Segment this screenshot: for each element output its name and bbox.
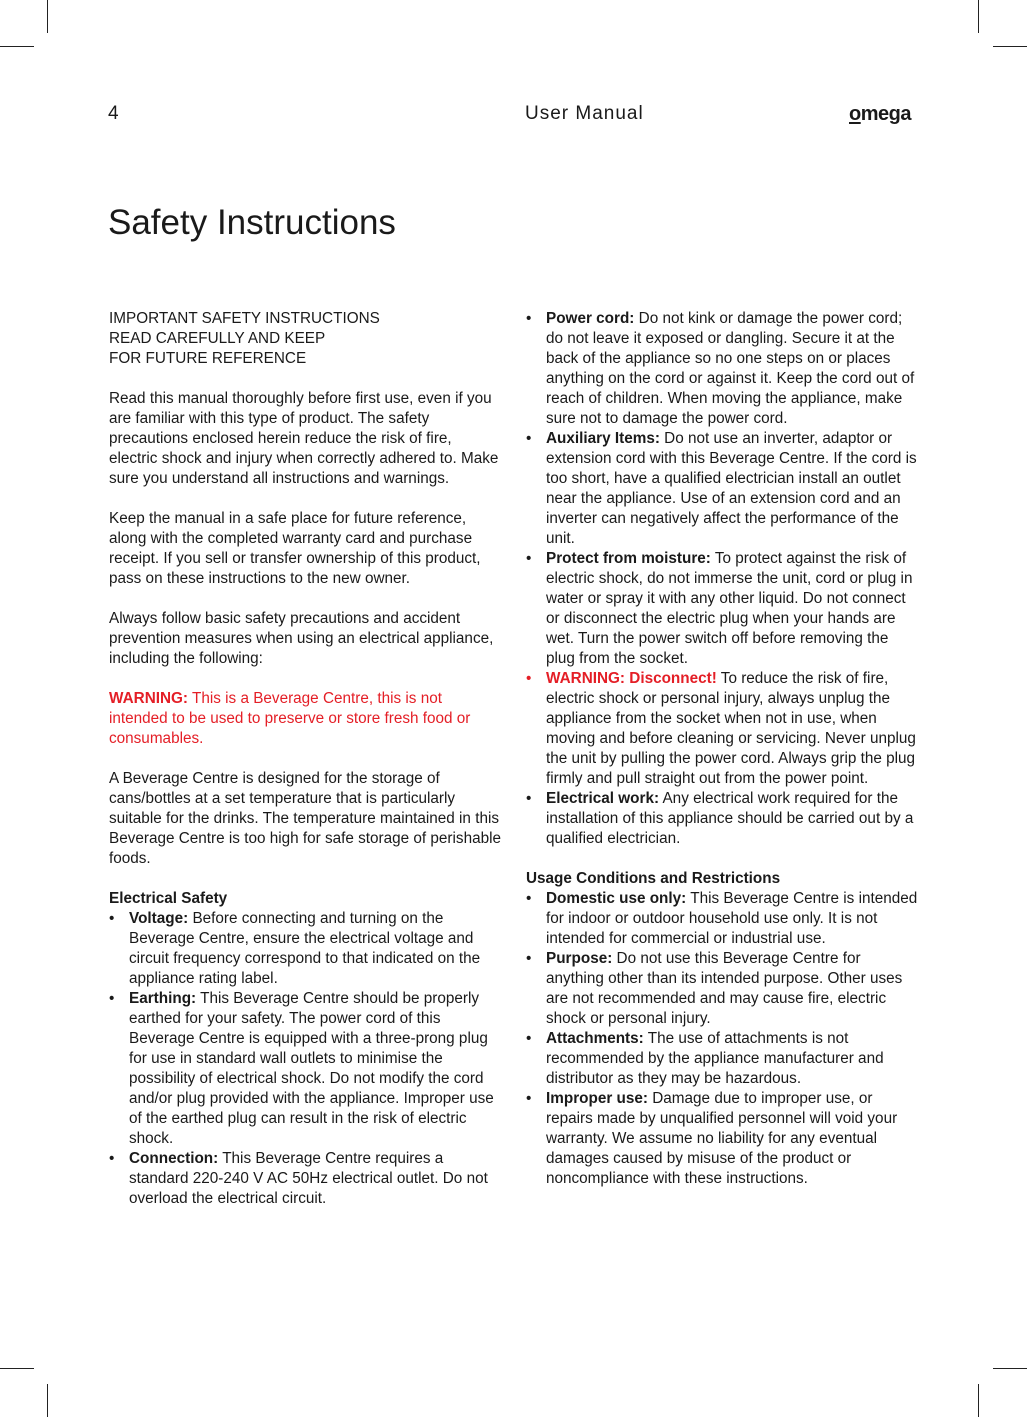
crop-mark bbox=[47, 1384, 48, 1417]
intro-heading-line: IMPORTANT SAFETY INSTRUCTIONS bbox=[109, 310, 380, 327]
list-item-voltage bbox=[109, 909, 504, 989]
intro-heading-line: READ CAREFULLY AND KEEP bbox=[109, 330, 326, 347]
list-item-purpose bbox=[526, 949, 918, 1029]
paragraph-keep-manual: Keep the manual in a safe place for future reference, along with the completed warranty card and purchase receipt. If you sell or transfer ownership of this product, pass on these instructions to the new owner. bbox=[109, 510, 481, 587]
list-item-protect-from-moisture bbox=[526, 549, 918, 669]
list-item-warning-disconnect bbox=[526, 669, 918, 789]
item-label: Auxiliary Items: bbox=[546, 430, 660, 447]
list-item-electrical-work bbox=[526, 789, 918, 849]
item-label: Power cord: bbox=[546, 310, 635, 327]
right-column bbox=[526, 309, 918, 1209]
item-label: Voltage: bbox=[129, 910, 189, 927]
crop-mark bbox=[978, 1384, 979, 1417]
crop-mark bbox=[978, 0, 979, 33]
crop-mark bbox=[993, 46, 1027, 47]
crop-mark bbox=[47, 0, 48, 33]
item-text: The use of attachments is not recommended by the appliance manufacturer and distributor as they may be hazardous. bbox=[546, 1030, 884, 1087]
item-text: Do not kink or damage the power cord; do not leave it exposed or dangling. Secure it at the back of the appliance so no one steps on or places anything on the cord or against it. Keep the cord out of reach of children. When moving the appliance, make sure not to damage the power cord. bbox=[546, 310, 915, 427]
warning-notice bbox=[109, 689, 504, 749]
paragraph-read-manual: Read this manual thoroughly before first use, even if you are familiar with this type of product. The safety precautions enclosed herein reduce the risk of fire, electric shock and injury when correctly adhered to. Make sure you understand all instructions and warnings. bbox=[109, 390, 499, 487]
list-item-domestic-use bbox=[526, 889, 918, 949]
item-text: This Beverage Centre should be properly earthed for your safety. The power cord of this Beverage Centre is equipped with a three-prong plug for use in standard wall outlets to minimise the possibility of electrical shock. Do not modify the cord and/or plug provided with the appliance. Improper use of the earthed plug can result in the risk of electric shock. bbox=[129, 990, 494, 1147]
item-label: Earthing: bbox=[129, 990, 197, 1007]
item-text: Do not use this Beverage Centre for anything other than its intended purpose. Other uses are not recommended and may cause fire, electric shock or personal injury. bbox=[546, 950, 903, 1027]
page-title: Safety Instructions bbox=[108, 203, 396, 242]
running-title: User Manual bbox=[525, 103, 644, 124]
item-label: Connection: bbox=[129, 1150, 219, 1167]
item-text: To protect against the risk of electric shock, do not immerse the unit, cord or plug in water or spray it with any other liquid. Do not connect or disconnect the electric plug when your hands are wet. Turn the power switch off before removing the plug from the socket. bbox=[546, 550, 913, 667]
list-item-improper-use bbox=[526, 1089, 918, 1189]
item-text: To reduce the risk of fire, electric shock or personal injury, always unplug the appliance from the socket when not in use, when moving and before cleaning or servicing. Never unplug the unit by pulling the power cord. Always grip the plug firmly and pull straight out from the power point. bbox=[546, 670, 916, 787]
electrical-safety-list bbox=[109, 909, 504, 1209]
item-label: Purpose: bbox=[546, 950, 613, 967]
intro-heading bbox=[109, 309, 504, 369]
brand-logo-first-letter: o bbox=[849, 103, 861, 125]
item-label: WARNING: Disconnect! bbox=[546, 670, 717, 687]
list-item-earthing bbox=[109, 989, 504, 1149]
brand-logo bbox=[849, 103, 911, 126]
item-text: Do not use an inverter, adaptor or extension cord with this Beverage Centre. If the cord is too short, have a qualified electrician install an outlet near the appliance. Use of an extension cord and an inverter can negatively affect the performance of the unit. bbox=[546, 430, 917, 547]
item-label: Domestic use only: bbox=[546, 890, 687, 907]
item-label: Protect from moisture: bbox=[546, 550, 711, 567]
crop-mark bbox=[0, 46, 34, 47]
list-item-power-cord bbox=[526, 309, 918, 429]
page-number: 4 bbox=[108, 103, 119, 124]
item-text: This Beverage Centre is intended for indoor or outdoor household use only. It is not intended for commercial or industrial use. bbox=[546, 890, 918, 947]
list-item-attachments bbox=[526, 1029, 918, 1089]
section-heading-electrical-safety: Electrical Safety bbox=[109, 890, 228, 907]
usage-conditions-list bbox=[526, 889, 918, 1189]
paragraph-basic-precautions: Always follow basic safety precautions and accident prevention measures when using an electrical appliance, including the following: bbox=[109, 610, 494, 667]
item-text: Before connecting and turning on the Beverage Centre, ensure the electrical voltage and circuit frequency correspond to that indicated on the appliance rating label. bbox=[129, 910, 481, 987]
safety-list bbox=[526, 309, 918, 849]
section-heading-usage-conditions: Usage Conditions and Restrictions bbox=[526, 870, 781, 887]
item-label: Improper use: bbox=[546, 1090, 648, 1107]
item-label: Attachments: bbox=[546, 1030, 644, 1047]
paragraph-beverage-centre: A Beverage Centre is designed for the storage of cans/bottles at a set temperature that is particularly suitable for the drinks. The temperature maintained in this Beverage Centre is too high for safe storage of perishable foods. bbox=[109, 770, 502, 867]
list-item-connection bbox=[109, 1149, 504, 1209]
item-text: Damage due to improper use, or repairs made by unqualified personnel will void your warranty. We assume no liability for any eventual damages caused by misuse of the product or noncompliance with these instructions. bbox=[546, 1090, 898, 1187]
brand-logo-rest: mega bbox=[860, 103, 911, 125]
item-text: Any electrical work required for the installation of this appliance should be carried out by a qualified electrician. bbox=[546, 790, 914, 847]
crop-mark bbox=[0, 1368, 34, 1369]
intro-heading-line: FOR FUTURE REFERENCE bbox=[109, 350, 307, 367]
item-text: This Beverage Centre requires a standard 220-240 V AC 50Hz electrical outlet. Do not overload the electrical circuit. bbox=[129, 1150, 488, 1207]
list-item-auxiliary-items bbox=[526, 429, 918, 549]
warning-label: WARNING: bbox=[109, 690, 189, 707]
crop-mark bbox=[993, 1368, 1027, 1369]
left-column bbox=[109, 309, 504, 1229]
item-label: Electrical work: bbox=[546, 790, 660, 807]
warning-text: This is a Beverage Centre, this is not intended to be used to preserve or store fresh food or consumables. bbox=[109, 690, 471, 747]
